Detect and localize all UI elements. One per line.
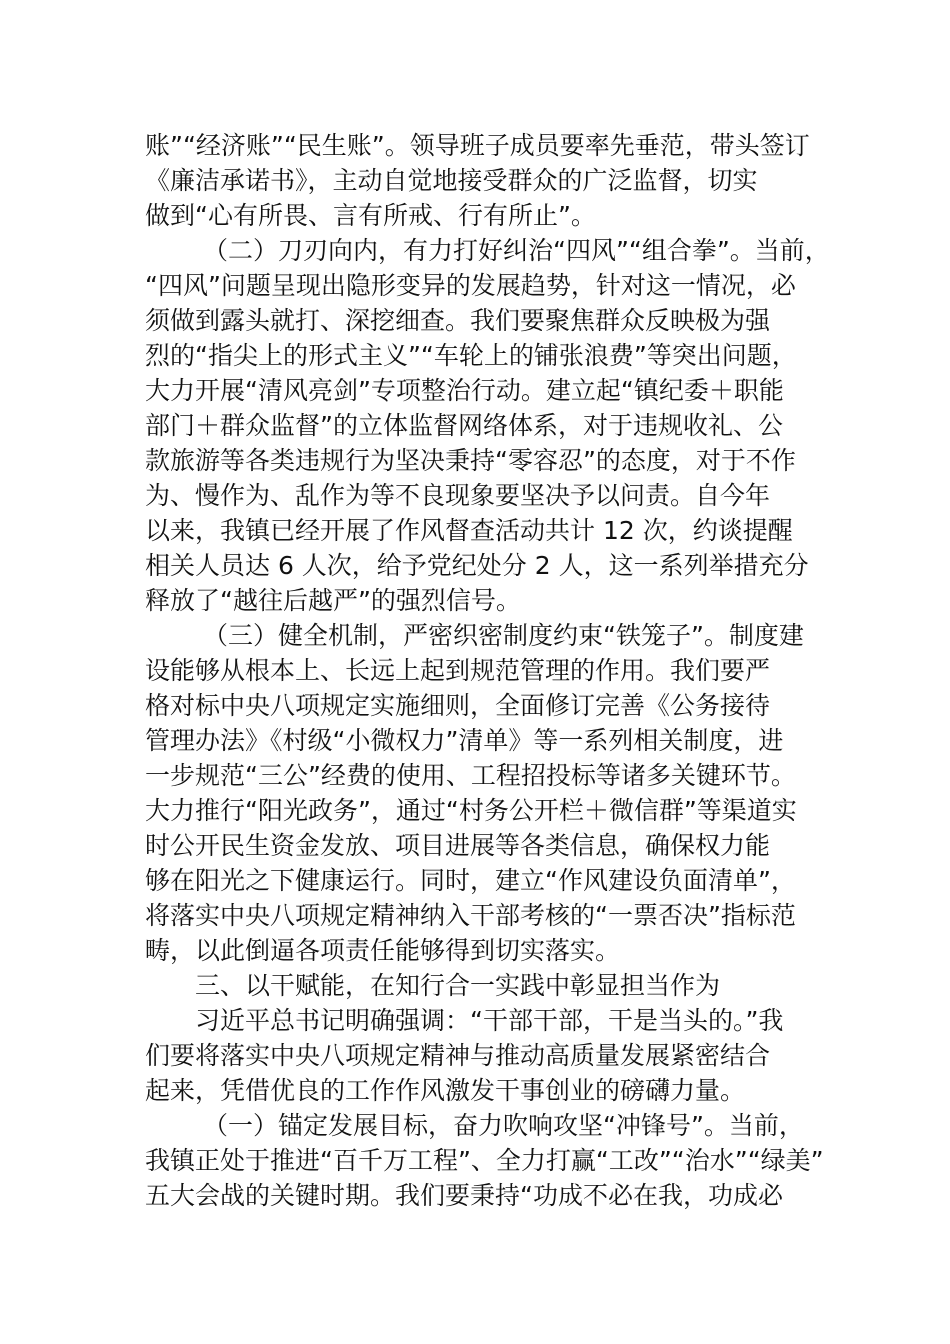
text-line: 五大会战的关键时期。我们要秉持“功成不必在我，功成必 <box>145 1181 783 1210</box>
text-line: 《廉洁承诺书》，主动自觉地接受群众的广泛监督，切实 <box>145 166 758 195</box>
text-line: 大力开展“清风亮剑”专项整治行动。建立起“镇纪委＋职能 <box>145 376 784 405</box>
section-heading-line: （三）健全机制，严密织密制度约束“铁笼子”。制度建 <box>203 621 804 650</box>
text-line: 时公开民生资金发放、项目进展等各类信息，确保权力能 <box>145 831 771 860</box>
text-line: 款旅游等各类违规行为坚决秉持“零容忍”的态度，对于不作 <box>145 446 796 475</box>
text-line: 相关人员达 6 人次，给予党纪处分 2 人，这一系列举措充分 <box>145 551 809 580</box>
text-line: 格对标中央八项规定实施细则，全面修订完善《公务接待 <box>145 691 771 720</box>
text-line: 烈的“指尖上的形式主义”“车轮上的铺张浪费”等突出问题， <box>145 341 797 370</box>
text-line: 够在阳光之下健康运行。同时，建立“作风建设负面清单”， <box>145 866 796 895</box>
text-line: 部门＋群众监督”的立体监督网络体系，对于违规收礼、公 <box>145 411 783 440</box>
text-line: 为、慢作为、乱作为等不良现象要坚决予以问责。自今年 <box>145 481 771 510</box>
text-line: 账”“经济账”“民生账”。领导班子成员要率先垂范，带头签订 <box>145 131 810 160</box>
text-line: 设能够从根本上、长远上起到规范管理的作用。我们要严 <box>145 656 771 685</box>
text-line: “四风”问题呈现出隐形变异的发展趋势，针对这一情况，必 <box>145 271 796 300</box>
text-line: 们要将落实中央八项规定精神与推动高质量发展紧密结合 <box>145 1041 771 1070</box>
chapter-heading-line: 三、以干赋能，在知行合一实践中彰显担当作为 <box>195 971 721 1000</box>
text-line: 管理办法》《村级“小微权力”清单》等一系列相关制度，进 <box>145 726 784 755</box>
text-line: 习近平总书记明确强调：“干部干部，干是当头的。”我 <box>195 1006 784 1035</box>
text-line: 做到“心有所畏、言有所戒、行有所止”。 <box>145 201 596 230</box>
text-line: 须做到露头就打、深挖细查。我们要聚焦群众反映极为强 <box>145 306 771 335</box>
text-line: 一步规范“三公”经费的使用、工程招投标等诸多关键环节。 <box>145 761 796 790</box>
text-line: 起来，凭借优良的工作作风激发干事创业的磅礴力量。 <box>145 1076 746 1105</box>
text-line: 将落实中央八项规定精神纳入干部考核的“一票否决”指标范 <box>145 901 796 930</box>
document-body <box>145 128 845 1213</box>
text-line: 我镇正处于推进“百千万工程”、全力打赢“工改”“治水”“绿美” <box>145 1146 824 1175</box>
text-line: 以来，我镇已经开展了作风督查活动共计 12 次，约谈提醒 <box>145 516 793 545</box>
section-heading-line: （一）锚定发展目标，奋力吹响攻坚“冲锋号”。当前， <box>203 1111 804 1140</box>
text-line: 大力推行“阳光政务”，通过“村务公开栏＋微信群”等渠道实 <box>145 796 797 825</box>
text-line: 释放了“越往后越严”的强烈信号。 <box>145 586 521 615</box>
text-line: 畴，以此倒逼各项责任能够得到切实落实。 <box>145 936 621 965</box>
section-heading-line: （二）刀刃向内，有力打好纠治“四风”“组合拳”。当前， <box>203 236 830 265</box>
